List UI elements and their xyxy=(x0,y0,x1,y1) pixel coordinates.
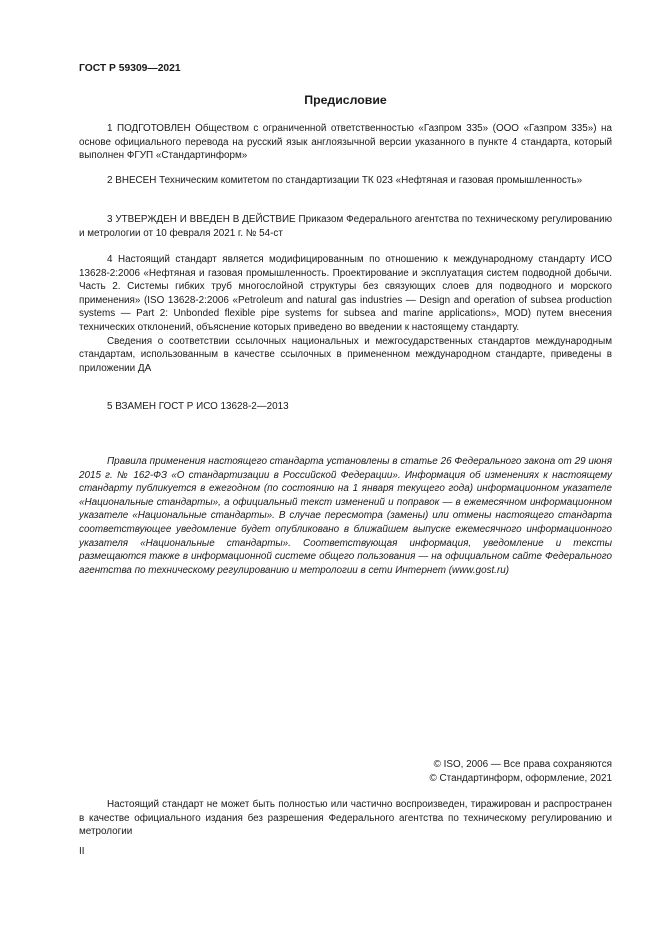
notice-text: Правила применения настоящего стандарта установлены в статье 26 Федерального закона от 29 июня 2015 г. № 162-ФЗ «О стандартизации в Российской Федерации». Информация об изменениях к настоящему стандарту публикуется в ежегодном (по состоянию на 1 января текущего года) информационном указателе «Национальные стандарты», а официальный текст изменений и поправок — в ежемесячном информационном указателе «Национальные стандарты». В случае пересмотра (замены) или отмены настоящего стандарта соответствующее уведомление будет опубликовано в ближайшем выпуске ежемесячного информационного указателя «Национальные стандарты». Соответствующая информация, уведомление и тексты размещаются также в информационной системе общего пользования — на официальном сайте Федерального агентства по техническому регулированию и метрологии в сети Интернет (www.gost.ru) xyxy=(79,456,612,576)
copyright-standartinform: © Стандартинформ, оформление, 2021 xyxy=(429,773,612,784)
item-3-block xyxy=(79,213,612,240)
item-2-text: 2 ВНЕСЕН Техническим комитетом по стандартизации ТК 023 «Нефтяная и газовая промышленность» xyxy=(107,175,583,186)
item-1-block xyxy=(79,122,612,163)
notice-block xyxy=(79,455,612,577)
reproduction-block xyxy=(79,798,612,839)
item-5-block xyxy=(79,400,612,414)
reproduction-text: Настоящий стандарт не может быть полностью или частично воспроизведен, тиражирован и распространен в качестве официального издания без разрешения Федерального агентства по техническому регулированию и метрологии xyxy=(79,799,612,838)
standard-code-header: ГОСТ Р 59309—2021 xyxy=(79,63,181,74)
page-number: II xyxy=(79,846,85,857)
item-5-text: 5 ВЗАМЕН ГОСТ Р ИСО 13628-2—2013 xyxy=(107,401,289,412)
item-2-block xyxy=(79,174,612,188)
item-4-references-text: Сведения о соответствии ссылочных национальных и межгосударственных стандартов международным стандартам, использованным в качестве ссылочных в примененном международном стандарте, приведены в приложении ДА xyxy=(79,335,612,374)
item-4-block xyxy=(79,253,612,375)
item-3-text: 3 УТВЕРЖДЕН И ВВЕДЕН В ДЕЙСТВИЕ Приказом Федерального агентства по техническому регулированию и метрологии от 10 февраля 2021 г. № 54-ст xyxy=(79,214,612,239)
item-1-text: 1 ПОДГОТОВЛЕН Обществом с ограниченной ответственностью «Газпром 335» (ООО «Газпром 335») на основе официального перевода на русский язык англоязычной версии указанного в пункте 4 стандарта, который выполнен ФГУП «Стандартинформ» xyxy=(79,123,612,162)
page-title: Предисловие xyxy=(304,93,387,107)
copyright-iso: © ISO, 2006 — Все права сохраняются xyxy=(433,759,612,770)
item-4-text: 4 Настоящий стандарт является модифицированным по отношению к международному стандарту ИСО 13628-2:2006 «Нефтяная и газовая промышленность. Проектирование и эксплуатация систем подводной добычи. Часть 2. Системы гибких труб многослойной структуры без связующих слоев для подводного и морского применения» (ISO 13628-2:2006 «Petroleum and natural gas industries — Design and operation of subsea production systems — Part 2: Unbonded flexible pipe systems for subsea and marine applications», MOD) путем внесения технических отклонений, объяснение которых приведено во введении к настоящему стандарту. xyxy=(79,254,612,333)
